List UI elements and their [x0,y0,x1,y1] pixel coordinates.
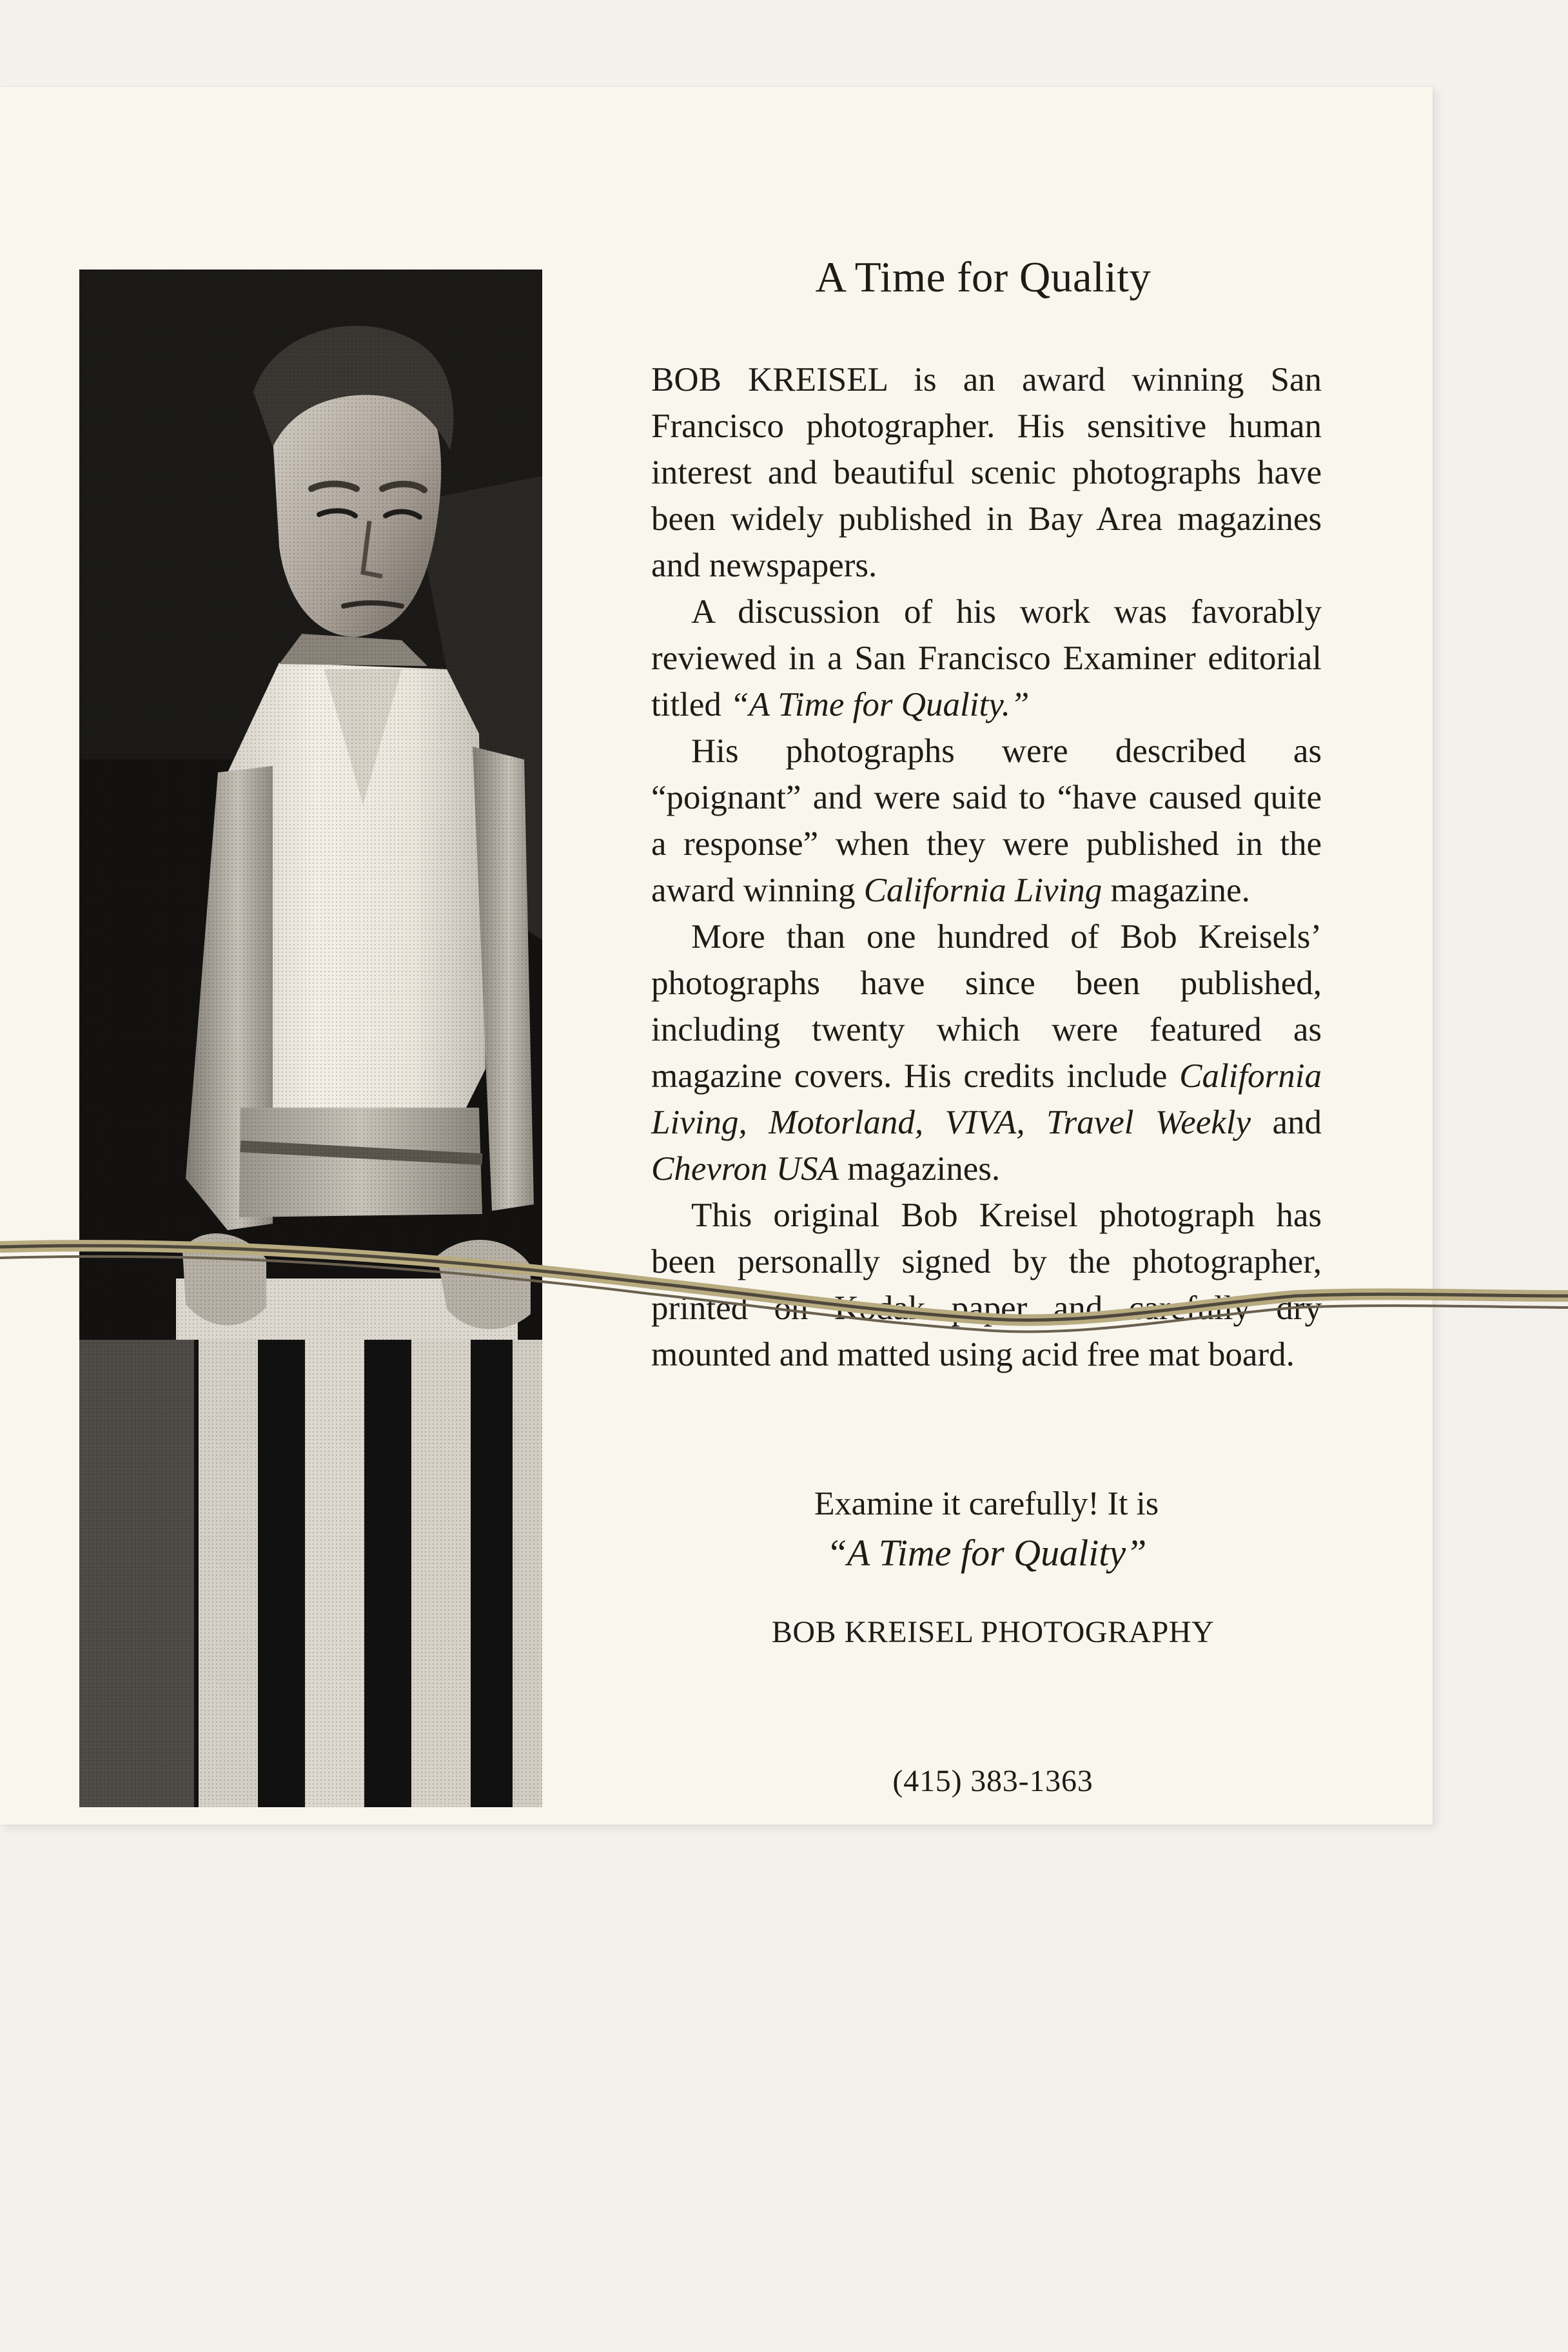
original-text: This original Bob Kreisel photograph has been personally signed by the photographer, printed on Kodak paper and carefully dry mounted and matted using acid free mat board. [651,1197,1322,1373]
credits-and: and [1251,1104,1322,1141]
credits-magazines: California Living, Motorland, VIVA, Travel Weekly [651,1057,1322,1141]
page-title: A Time for Quality [815,253,1152,301]
paragraph-credits [651,914,1322,1192]
review-text: A discussion of his work was favorably reviewed in a San Francisco Examiner editorial titled [651,593,1322,723]
paragraph-original [651,1192,1322,1378]
paragraph-review [651,589,1322,728]
closing-line-2: “A Time for Quality” [826,1532,1147,1574]
phone-number: (415) 383-1363 [892,1764,1093,1798]
intro-text: is an award winning San Francisco photographer. His sensitive human interest and beautiful scenic photographs have been widely published in Bay Area magazines and newspapers. [651,361,1322,584]
credits-tail: magazines. [838,1150,1001,1188]
paragraph-intro [651,357,1322,589]
paragraph-press [651,728,1322,914]
closing-line-1: Examine it carefully! It is [814,1485,1159,1522]
flyer-sheet [0,87,1433,1825]
press-magazine: California Living [863,872,1102,909]
closing-block [703,1480,1270,1578]
photographer-name: BOB KREISEL [651,361,888,398]
brand-name: BOB KREISEL PHOTOGRAPHY [771,1615,1215,1649]
press-tail: magazine. [1102,872,1250,909]
press-text: His photographs were described as “poignant” and were said to “have caused quite a response” when they were published in the award winning [651,732,1322,909]
credits-text: More than one hundred of Bob Kreisels’ photographs have since been published, including twenty which were featured as magazine covers. His credits include [651,918,1322,1095]
body-copy [651,357,1322,1378]
credits-chevron: Chevron USA [651,1150,839,1188]
portrait-photo [79,270,542,1807]
review-title: “A Time for Quality.” [730,686,1030,723]
portrait-illustration [79,270,542,1807]
